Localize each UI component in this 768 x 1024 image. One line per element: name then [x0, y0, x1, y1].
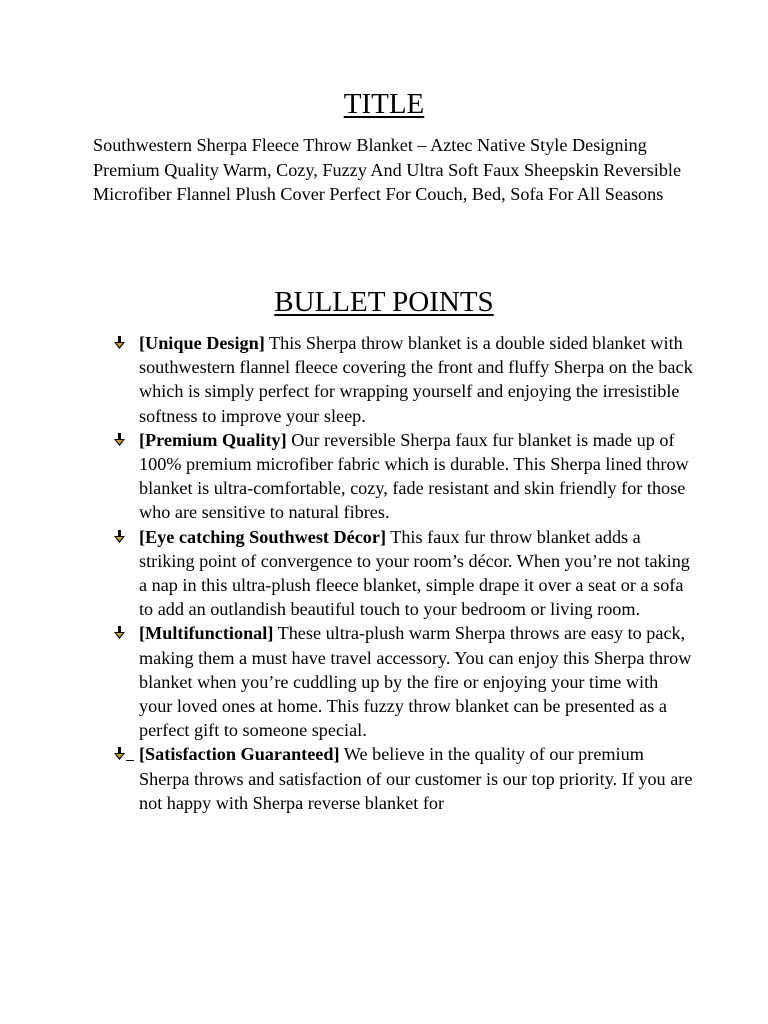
- bullet-label: [Premium Quality]: [139, 429, 287, 450]
- product-title-text: Southwestern Sherpa Fleece Throw Blanket – Aztec Native Style Designing Premium Quality Warm, Cozy, Fuzzy And Ultra Soft Faux Sheepskin Reversible Microfiber Flannel Plush Cover Perfect For Couch, Bed, Sofa For All Seasons: [93, 135, 682, 204]
- bullet-text: These ultra-plush warm Sherpa throws are easy to pack, making them a must have travel accessory. You can enjoy this Sherpa throw blanket when you’re cuddling up by the fire or enjoying your time with your loved ones at home. This fuzzy throw blanket can be presented as a perfect gift to someone special.: [139, 623, 692, 741]
- bullet-text: This faux fur throw blanket adds a striking point of convergence to your room’s décor. When you’re not taking a nap in this ultra-plush fleece blanket, simple drape it over a seat or a sofa to add an outlandish beautiful touch to your bedroom or living room.: [139, 526, 690, 620]
- arrow-down-icon: [114, 626, 126, 640]
- bullet-label: [Multifunctional]: [139, 623, 274, 644]
- bullet-points-heading: BULLET POINTS: [274, 286, 494, 318]
- bullet-text: Our reversible Sherpa faux fur blanket is made up of 100% premium microfiber fabric which is durable. This Sherpa lined throw blanket is ultra-comfortable, cozy, fade resistant and skin friendly for those who are sensitive to natural fibres.: [139, 429, 689, 523]
- arrow-down-icon: [114, 433, 126, 447]
- bullet-item: [114, 525, 694, 622]
- arrow-down-icon: [114, 530, 126, 544]
- bullet-label: [Unique Design]: [139, 333, 265, 353]
- bullet-item: [114, 331, 694, 428]
- bullet-list: [114, 331, 694, 815]
- underline-mark: [126, 746, 134, 761]
- bullet-item: [114, 428, 694, 525]
- title-heading: TITLE: [343, 88, 425, 120]
- arrow-down-icon: [114, 336, 126, 350]
- bullet-label: [Satisfaction Guaranteed]: [139, 744, 340, 765]
- bullet-item: [114, 742, 694, 815]
- bullet-label: [Eye catching Southwest Décor]: [139, 526, 387, 547]
- arrow-down-icon: [114, 747, 126, 761]
- bullet-item: [114, 621, 694, 742]
- bullet-text: This Sherpa throw blanket is a double sided blanket with southwestern flannel fleece covering the front and fluffy Sherpa on the back which is simply perfect for wrapping yourself and enjoying the irresistible softness to improve your sleep.: [139, 333, 693, 426]
- bullet-text: We believe in the quality of our premium Sherpa throws and satisfaction of our customer is our top priority. If you are not happy with Sherpa reverse blanket for: [139, 744, 693, 813]
